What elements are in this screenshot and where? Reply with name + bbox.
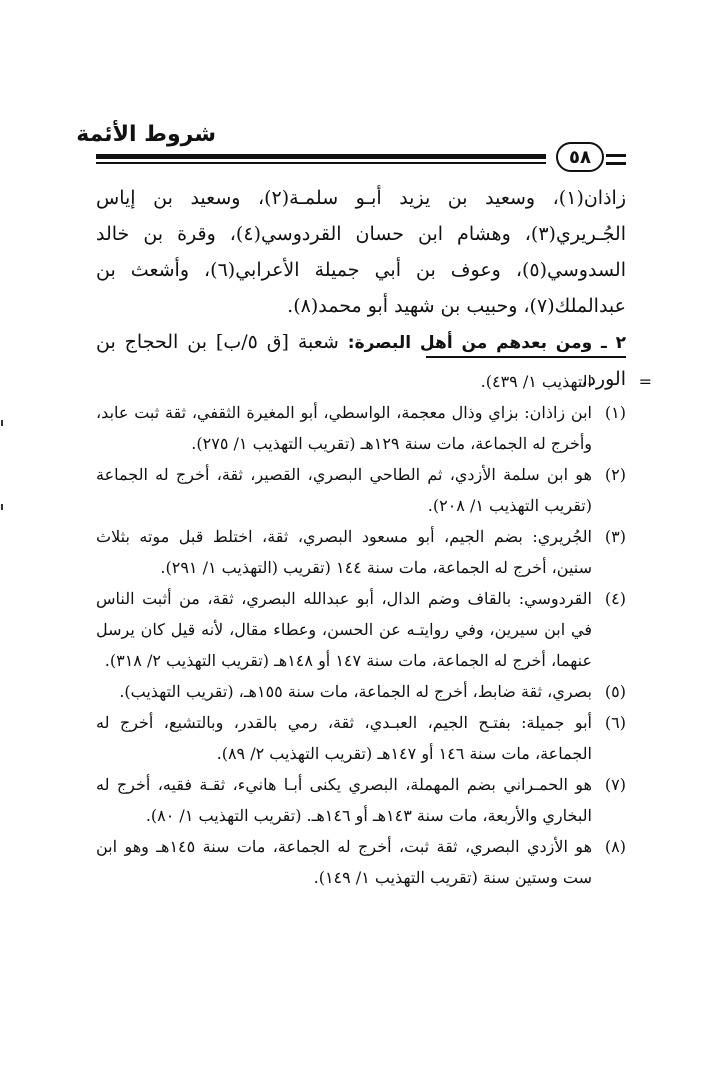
footnote-number: (٤): [604, 589, 626, 608]
header-dash-top: [606, 154, 626, 157]
page-number: ٥٨: [556, 142, 604, 172]
header-rule-thick: [96, 154, 546, 159]
footnote-8: [96, 831, 626, 893]
footnote-1: [96, 397, 626, 459]
running-title: شروط الأئمة: [76, 122, 216, 147]
footnote-text: ابن زاذان: بزاي وذال معجمة، الواسطي، أبو المغيرة الثقفي، ثقة ثبت عابد، وأخرج له الجماعة، مات سنة ١٢٩هـ (تقريب التهذيب ١/ ٢٧٥).: [96, 403, 592, 453]
main-text: [96, 180, 626, 397]
footnote-continuation: [96, 366, 652, 397]
footnote-number: (٧): [604, 775, 626, 794]
header-rule-thin: [96, 162, 546, 164]
footnote-number: (٢): [604, 465, 626, 484]
footnote-text: هو الحمـراني بضم المهملة، البصري يكنى أبـا هانيء، ثقـة فقيه، أخرج له البخاري والأربعة، مات سنة ١٤٣هـ أو ١٤٦هـ. (تقريب التهذيب ١/ ٨٠).: [96, 775, 592, 825]
footnote-number: (٦): [604, 713, 626, 732]
footnotes: [96, 366, 652, 893]
footnote-5: [96, 676, 626, 707]
footnote-number: (٨): [604, 837, 626, 856]
main-paragraph-1: زاذان(١)، وسعيد بن يزيد أبـو سلمـة(٢)، وسعيد بن إياس الجُـريري(٣)، وهشام ابن حسان القردوسي(٤)، وقرة بن خالد السدوسي(٥)، وعوف بن أبي جميلة الأعرابي(٦)، وأشعث بن عبدالملك(٧)، وحبيب بن شهيد أبو محمد(٨).: [96, 187, 626, 317]
footnote-separator: [426, 356, 626, 358]
continuation-text: التهذيب ١/ ٤٣٩).: [480, 372, 592, 391]
footnote-6: [96, 707, 626, 769]
footnote-7: [96, 769, 626, 831]
scan-margin-mark: [1, 420, 3, 426]
footnote-text: بصري، ثقة ضابط، أخرج له الجماعة، مات سنة ١٥٥هـ، (تقريب التهذيب).: [119, 682, 592, 701]
section-text: شعبة [ق ٥/ب] بن الحجاج بن الورد،: [96, 331, 626, 390]
footnote-text: هو الأزدي البصري، ثقة ثبت، أخرج له الجماعة، مات سنة ١٤٥هـ وهو ابن ست وستين سنة (تقريب التهذيب ١/ ١٤٩).: [96, 837, 592, 887]
footnote-4: [96, 583, 626, 676]
footnote-text: القردوسي: بالقاف وضم الدال، أبو عبدالله البصري، ثقة، من أثبت الناس في ابن سيرين، وفي روايتـه عن الحسن، وعطاء مقال، لأنه قيل كان يرسل عنهما، أخرج له الجماعة، مات سنة ١٤٧ أو ١٤٨هـ (تقريب التهذيب ٢/ ٣١٨).: [96, 589, 592, 670]
section-label: ٢ ـ ومن بعدهم من أهل البصرة:: [347, 333, 626, 353]
header-dash-bottom: [606, 162, 626, 165]
footnote-number: (٣): [604, 527, 626, 546]
footnote-3: [96, 521, 626, 583]
footnote-text: أبو جميلة: بفتـح الجيم، العبـدي، ثقة، رمي بالقدر، وبالتشيع، أخرج له الجماعة، مات سنة ١٤٦ أو ١٤٧هـ (تقريب التهذيب ٢/ ٨٩).: [96, 713, 592, 763]
footnote-text: هو ابن سلمة الأزدي، ثم الطاحي البصري، القصير، ثقة، أخرج له الجماعة (تقريب التهذيب ١/ ٢٠٨).: [96, 465, 592, 515]
continuation-mark: =: [638, 372, 652, 391]
footnote-2: [96, 459, 626, 521]
page-header: [76, 118, 626, 178]
footnote-number: (١): [604, 403, 626, 422]
footnote-number: (٥): [604, 682, 626, 701]
scan-margin-mark: [1, 504, 3, 510]
footnote-text: الجُريري: بضم الجيم، أبو مسعود البصري، ثقة، اختلط قبل موته بثلاث سنين، أخرج له الجماعة، مات سنة ١٤٤ (تقريب (التهذيب ١/ ٢٩١).: [96, 527, 592, 577]
